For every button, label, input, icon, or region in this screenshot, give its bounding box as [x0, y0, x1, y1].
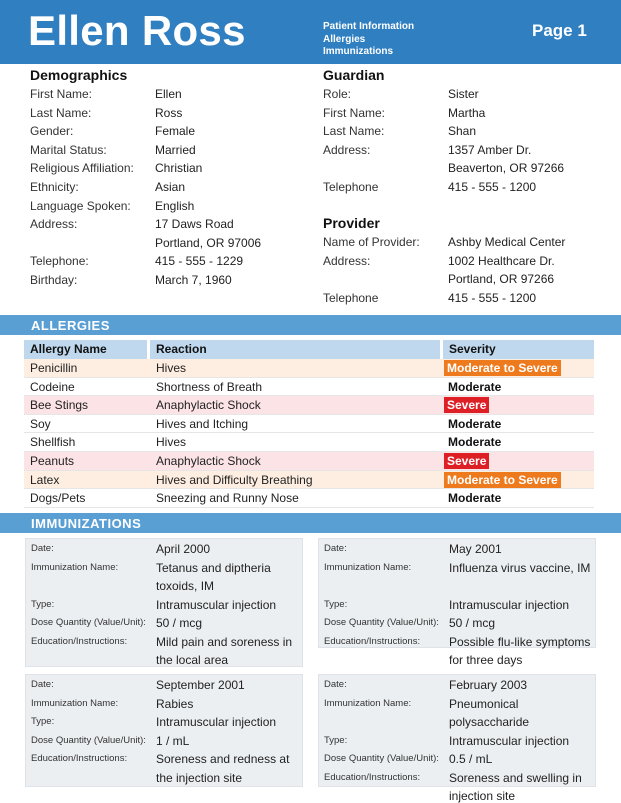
- immunization-date-value: September 2001: [156, 678, 245, 692]
- allergy-reaction: Hives and Difficulty Breathing: [156, 472, 313, 487]
- immunization-card: [318, 538, 596, 667]
- allergy-name: Soy: [30, 416, 51, 431]
- table-row: [24, 471, 594, 490]
- allergy-reaction: Shortness of Breath: [156, 379, 263, 394]
- demographics-value: Female: [155, 124, 196, 139]
- provider-label: Address:: [323, 253, 371, 268]
- provider-value: Ashby Medical Center: [448, 235, 566, 249]
- provider-value: 415 - 555 - 1200: [448, 290, 537, 305]
- allergies-band: [0, 315, 621, 335]
- table-row: [24, 452, 594, 471]
- allergy-reaction: Anaphylactic Shock: [156, 454, 261, 468]
- immunization-dose-label: Dose Quantity (Value/Unit):: [31, 734, 146, 746]
- guardian-title: Guardian: [323, 67, 385, 83]
- guardian-label: Telephone: [323, 180, 379, 194]
- severity-badge: Moderate: [448, 379, 502, 394]
- col-reaction: Reaction: [150, 340, 440, 359]
- demographics-label: Telephone:: [30, 254, 89, 269]
- demographics-value: Married: [155, 142, 196, 157]
- immunization-dose-label: Dose Quantity (Value/Unit):: [324, 617, 439, 628]
- immunization-card: [25, 538, 303, 667]
- provider-label: Telephone: [323, 290, 379, 305]
- immunization-type-value: Intramuscular injection: [449, 597, 570, 612]
- immunization-date-value: May 2001: [449, 542, 502, 556]
- immunization-name-label: Immunization Name:: [31, 561, 119, 573]
- demographics-value: 17 Daws Road: [155, 217, 234, 232]
- immunization-edu-value: Soreness and swelling in injection site: [449, 770, 582, 803]
- page-number: Page 1: [532, 21, 587, 40]
- guardian-label: First Name:: [323, 105, 386, 120]
- provider-value: 1002 Healthcare Dr.: [448, 253, 555, 268]
- table-row: [24, 359, 594, 378]
- allergy-reaction: Hives: [156, 361, 187, 375]
- guardian-value: Martha: [448, 105, 486, 120]
- severity-badge: Moderate to Severe: [444, 472, 561, 488]
- nav-patient-information[interactable]: Patient Information: [323, 21, 415, 32]
- immunization-dose-value: 50 / mcg: [449, 616, 496, 630]
- demographics-value: Ross: [155, 105, 183, 120]
- demographics-title: Demographics: [30, 67, 128, 83]
- immunization-type-value: Intramuscular injection: [449, 733, 570, 748]
- immunization-name-label: Immunization Name:: [31, 697, 119, 709]
- allergy-name: Peanuts: [30, 454, 75, 468]
- immunization-date-value: April 2000: [156, 542, 211, 556]
- demographics-value: Christian: [155, 161, 203, 176]
- nav-allergies[interactable]: Allergies: [323, 33, 366, 45]
- immunizations-band: [0, 513, 621, 533]
- severity-badge: Moderate: [448, 435, 502, 450]
- demographics-value-line2: Portland, OR 97006: [155, 235, 262, 250]
- guardian-value-line2: Beaverton, OR 97266: [448, 161, 565, 176]
- demographics-label: First Name:: [30, 87, 93, 101]
- provider-label: Name of Provider:: [323, 235, 420, 249]
- immunization-name-value: Rabies: [156, 696, 194, 711]
- table-row: [24, 378, 594, 397]
- allergy-name: Bee Stings: [30, 398, 89, 413]
- patient-name: Ellen Ross: [28, 7, 246, 54]
- demographics-value: English: [155, 198, 195, 213]
- guardian-label: Address:: [323, 142, 371, 157]
- immunization-dose-label: Dose Quantity (Value/Unit):: [324, 753, 439, 764]
- allergy-reaction: Hives: [156, 435, 187, 450]
- demographics-label: Gender:: [30, 124, 74, 139]
- allergy-name: Shellfish: [30, 435, 76, 450]
- immunization-type-label: Type:: [324, 598, 348, 610]
- immunization-card: [25, 674, 303, 787]
- demographics-label: Birthday:: [30, 273, 78, 287]
- severity-badge: Moderate: [448, 416, 502, 431]
- immunization-dose-value: 50 / mcg: [156, 616, 203, 630]
- severity-badge: Severe: [444, 397, 489, 413]
- immunization-date-label: Date:: [31, 679, 54, 690]
- immunization-edu-label: Education/Instructions:: [324, 771, 421, 783]
- allergy-name: Latex: [30, 472, 60, 487]
- section-nav: [323, 21, 414, 59]
- guardian-label: Last Name:: [323, 124, 385, 139]
- immunization-type-label: Type:: [324, 734, 348, 746]
- immunizations-title: IMMUNIZATIONS: [31, 516, 142, 531]
- severity-badge: Severe: [444, 453, 489, 469]
- col-severity: Severity: [443, 340, 594, 359]
- provider-value-line2: Portland, OR 97266: [448, 272, 555, 287]
- immunization-name-label: Immunization Name:: [324, 561, 412, 573]
- table-row: [24, 433, 594, 452]
- immunization-dose-value: 1 / mL: [156, 733, 190, 748]
- immunization-edu-value: Soreness and redness at the injection site: [156, 752, 290, 785]
- immunization-dose-value: 0.5 / mL: [449, 752, 493, 766]
- allergies-title: ALLERGIES: [31, 318, 110, 333]
- guardian-label: Role:: [323, 87, 352, 101]
- immunization-type-label: Type:: [31, 598, 55, 610]
- provider-title: Provider: [323, 215, 380, 231]
- demographics-label: Address:: [30, 217, 78, 232]
- demographics-label: Ethnicity:: [30, 180, 79, 194]
- immunization-type-label: Type:: [31, 716, 55, 727]
- severity-badge: Moderate: [448, 491, 502, 506]
- guardian-value: 415 - 555 - 1200: [448, 180, 537, 194]
- allergy-name: Dogs/Pets: [30, 491, 86, 506]
- table-row: [24, 396, 594, 415]
- immunization-name-label: Immunization Name:: [324, 697, 412, 709]
- immunization-edu-value: Mild pain and soreness in the local area: [156, 634, 293, 667]
- guardian-value: 1357 Amber Dr.: [448, 142, 532, 157]
- table-row: [24, 415, 594, 434]
- demographics-value: Ellen: [155, 87, 182, 101]
- page-header: [0, 0, 621, 64]
- demographics-label: Language Spoken:: [30, 198, 131, 213]
- immunization-date-value: February 2003: [449, 678, 528, 692]
- severity-badge: Moderate to Severe: [444, 360, 561, 376]
- immunization-card: [318, 674, 596, 803]
- col-allergy-name: Allergy Name: [24, 340, 147, 359]
- allergy-reaction: Hives and Itching: [156, 416, 249, 431]
- immunization-type-value: Intramuscular injection: [156, 715, 277, 729]
- immunization-edu-label: Education/Instructions:: [31, 753, 128, 764]
- demographics-value: March 7, 1960: [155, 273, 232, 287]
- immunization-date-label: Date:: [324, 679, 347, 690]
- immunization-name-value: Tetanus and diptheria toxoids, IM: [156, 560, 271, 593]
- immunization-name-value: Influenza virus vaccine, IM: [449, 560, 591, 575]
- demographics-label: Last Name:: [30, 105, 92, 120]
- nav-immunizations[interactable]: Immunizations: [323, 46, 394, 57]
- table-row: [24, 489, 594, 508]
- allergy-name: Codeine: [30, 379, 75, 394]
- guardian-value: Sister: [448, 87, 479, 101]
- immunization-edu-label: Education/Instructions:: [31, 635, 128, 647]
- immunization-type-value: Intramuscular injection: [156, 597, 277, 612]
- immunization-date-label: Date:: [31, 543, 54, 554]
- allergy-name: Penicillin: [30, 361, 78, 375]
- immunization-name-value: Pneumonical polysaccharide: [449, 696, 530, 729]
- demographics-value: 415 - 555 - 1229: [155, 254, 244, 269]
- demographics-value: Asian: [155, 180, 186, 194]
- immunization-date-label: Date:: [324, 543, 347, 554]
- immunization-dose-label: Dose Quantity (Value/Unit):: [31, 617, 146, 628]
- immunization-edu-value: Possible flu-like symptoms for three days: [449, 634, 591, 667]
- allergy-reaction: Anaphylactic Shock: [156, 398, 261, 413]
- allergy-reaction: Sneezing and Runny Nose: [156, 491, 299, 506]
- demographics-label: Religious Affiliation:: [30, 161, 134, 176]
- guardian-value: Shan: [448, 124, 477, 139]
- demographics-label: Marital Status:: [30, 142, 107, 157]
- immunization-edu-label: Education/Instructions:: [324, 635, 421, 647]
